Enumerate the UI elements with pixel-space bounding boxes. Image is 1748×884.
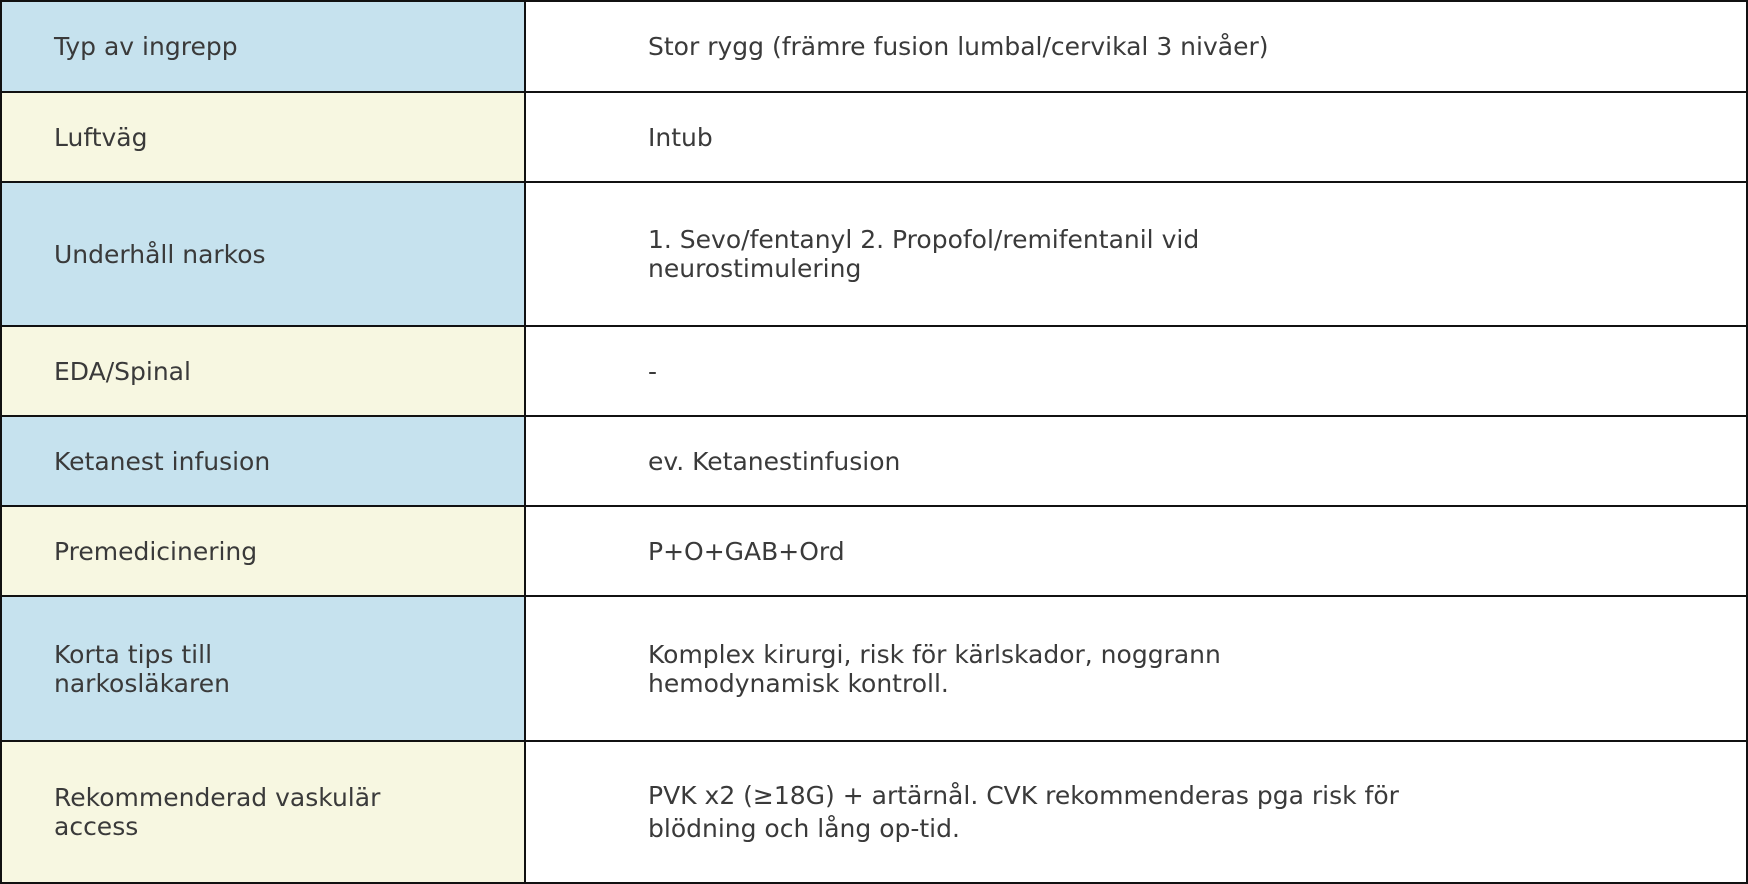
row-label: Ketanest infusion xyxy=(2,417,526,505)
table-row xyxy=(2,417,1746,505)
row-value: Intub xyxy=(648,122,713,152)
table-row xyxy=(2,2,1746,91)
table-row xyxy=(2,93,1746,181)
row-value: P+O+GAB+Ord xyxy=(648,536,845,566)
row-label: Korta tips till narkosläkaren xyxy=(2,597,526,740)
row-value: 1. Sevo/fentanyl 2. Propofol/remifentanil vid neurostimulering xyxy=(648,225,1200,283)
row-label: Underhåll narkos xyxy=(2,183,526,325)
table-row xyxy=(2,327,1746,415)
row-value: ev. Ketanestinfusion xyxy=(648,446,901,476)
table-row xyxy=(2,183,1746,325)
row-value: PVK x2 (≥18G) + artärnål. CVK rekommenderas pga risk för blödning och lång op-tid. xyxy=(648,781,1399,843)
row-value: - xyxy=(648,356,658,386)
row-value: Stor rygg (främre fusion lumbal/cervikal 3 nivåer) xyxy=(648,32,1269,61)
row-label: EDA/Spinal xyxy=(2,327,526,415)
row-label: Luftväg xyxy=(2,93,526,181)
row-label: Rekommenderad vaskulär access xyxy=(2,742,526,882)
table-row xyxy=(2,742,1746,882)
table-row xyxy=(2,507,1746,595)
row-label: Premedicinering xyxy=(2,507,526,595)
row-label: Typ av ingrepp xyxy=(2,2,526,91)
row-value: Komplex kirurgi, risk för kärlskador, noggrann hemodynamisk kontroll. xyxy=(648,639,1221,698)
table-row xyxy=(2,597,1746,740)
